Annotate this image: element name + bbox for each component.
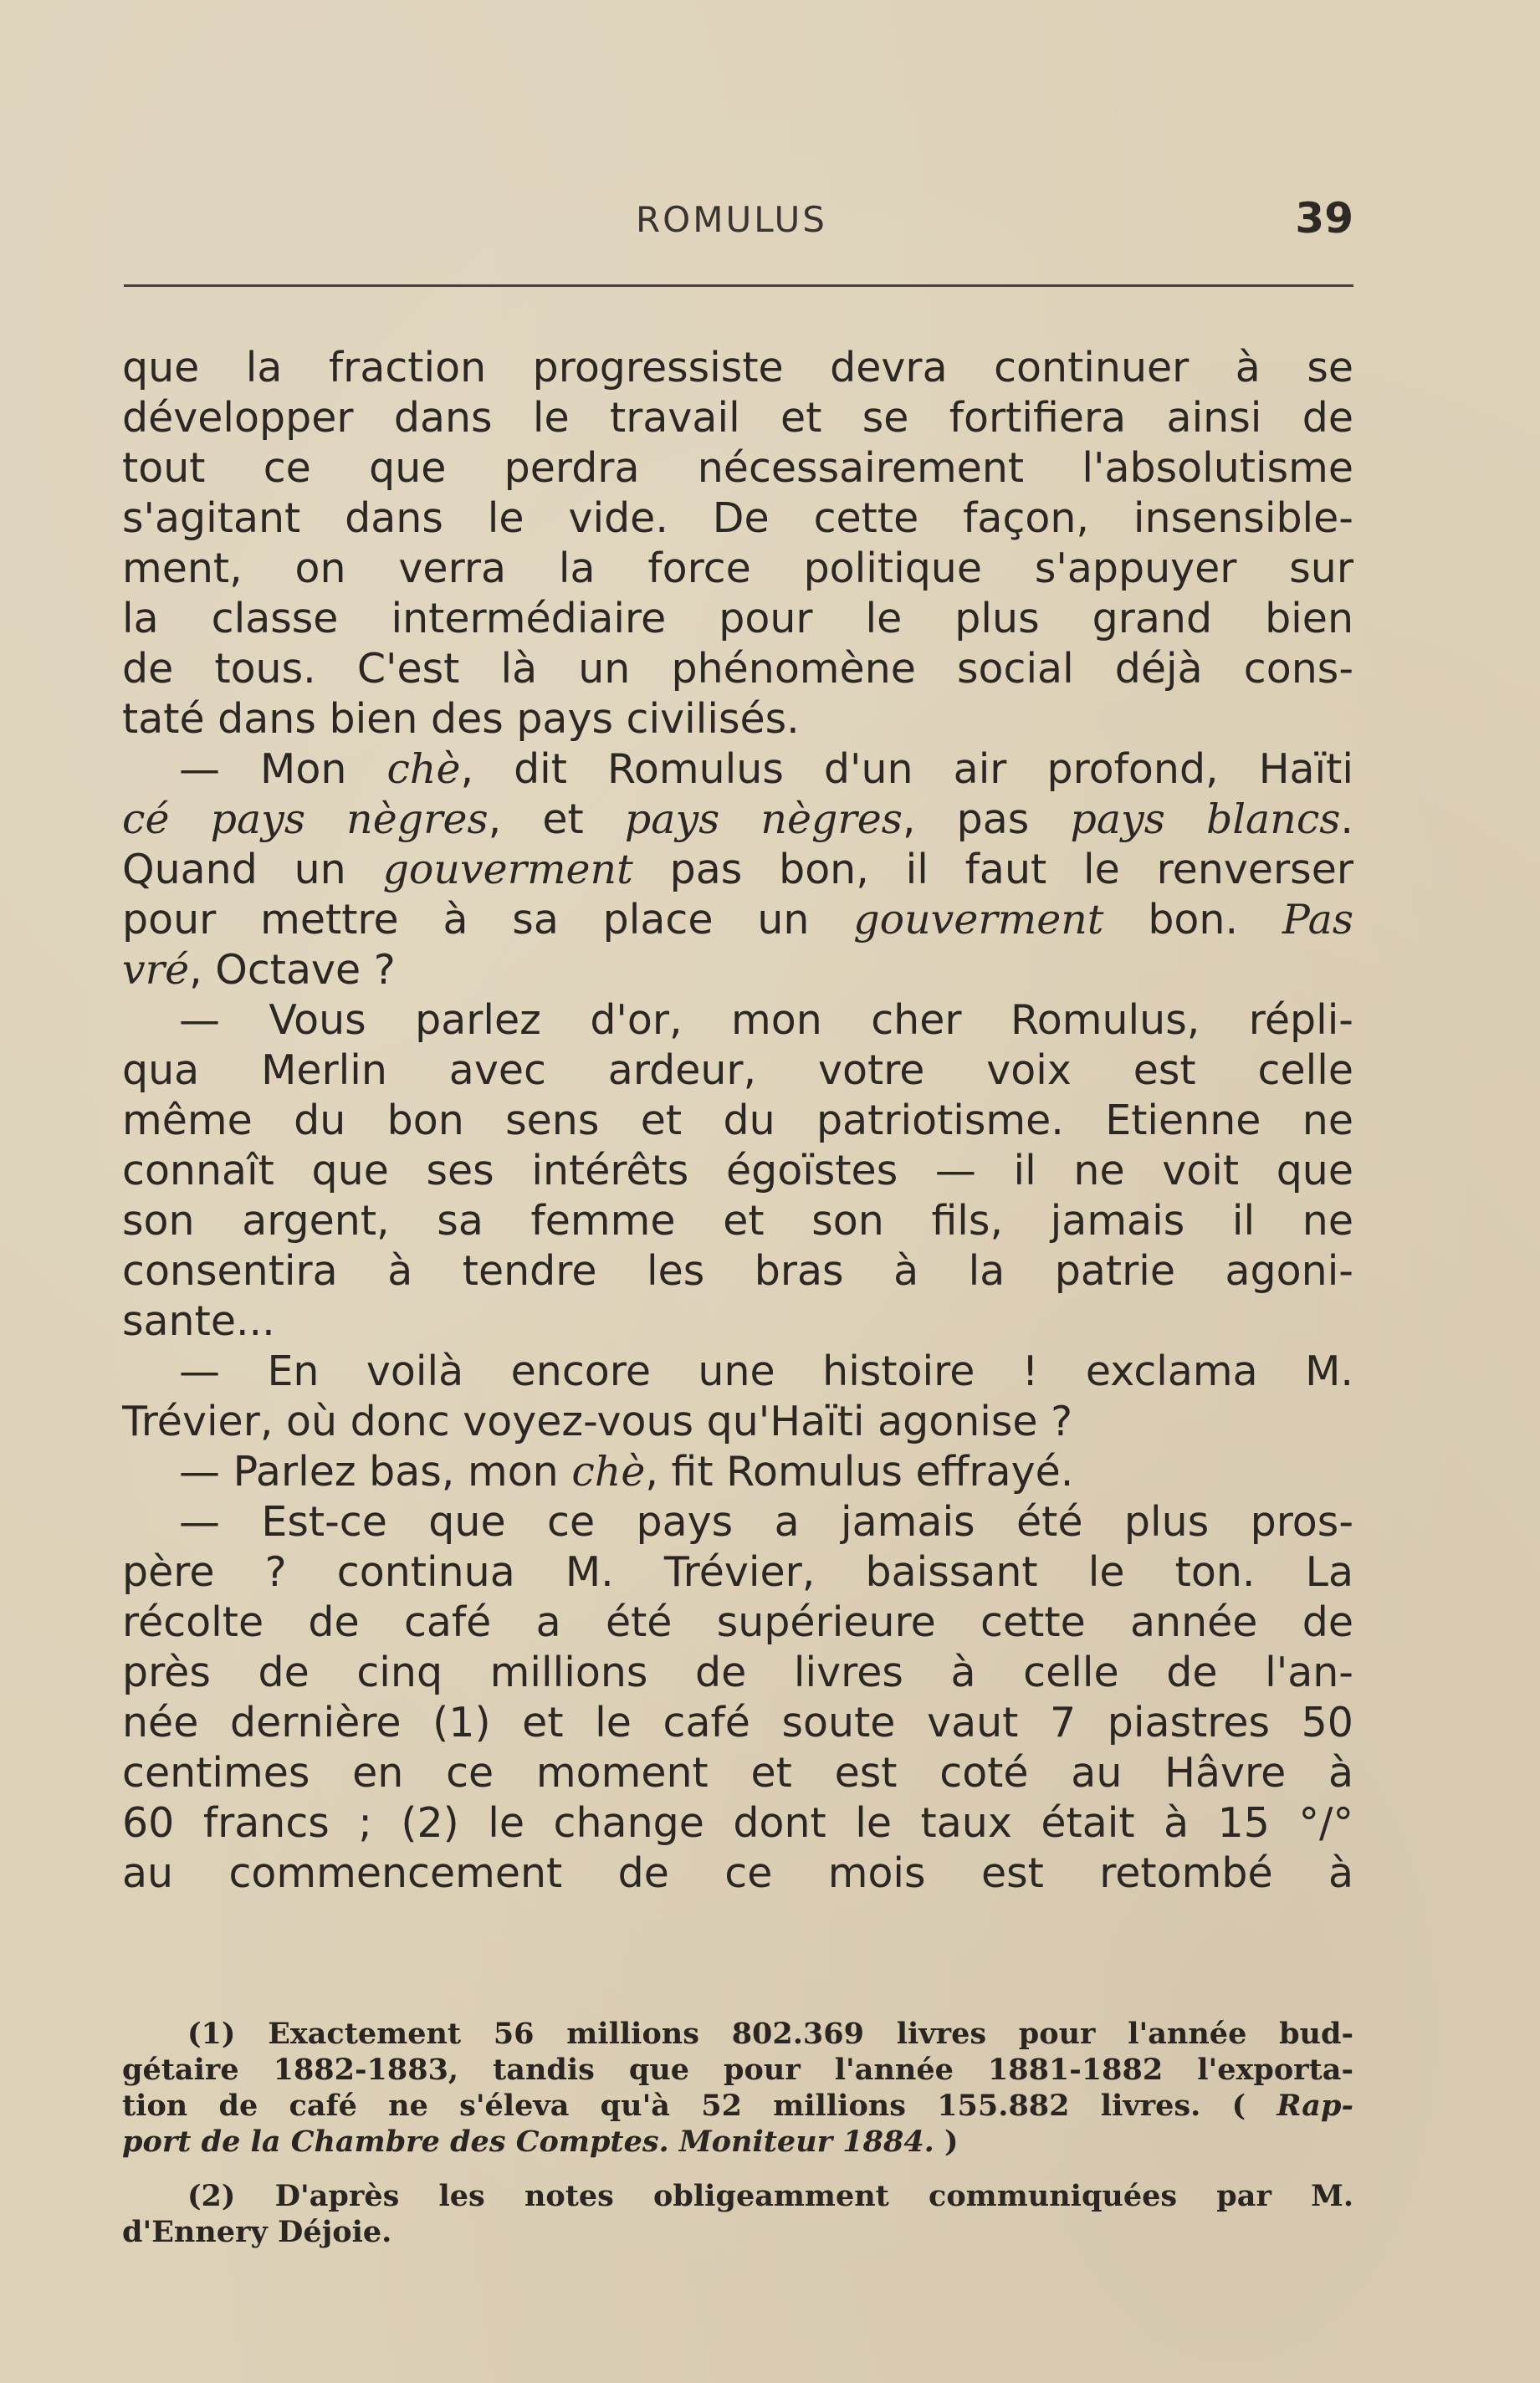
italic-text: pays nègres — [624, 795, 903, 843]
body-line — [122, 1798, 1353, 1849]
italic-text: vré — [122, 946, 190, 994]
body-line — [122, 594, 1353, 644]
text-segment: 60 francs ; (2) le change dont le taux était à 15 °/° — [122, 1799, 1353, 1847]
body-line — [122, 1296, 1353, 1347]
footnote-line — [122, 2088, 1353, 2124]
italic-text: port de la Chambre des Comptes. Moniteur 1884. — [122, 2125, 934, 2159]
text-segment: — Vous parlez d'or, mon cher Romulus, répli- — [179, 996, 1353, 1044]
page-number: 39 — [1295, 194, 1353, 243]
text-segment: , fit Romulus effrayé. — [645, 1448, 1074, 1496]
footnote-1 — [122, 2016, 1353, 2160]
italic-text: pays blancs — [1070, 795, 1341, 843]
body-line — [122, 1748, 1353, 1798]
body-line — [122, 1246, 1353, 1296]
text-segment: au commencement de ce mois est retombé à — [122, 1849, 1353, 1897]
text-segment: père ? continua M. Trévier, baissant le ton. La — [122, 1548, 1353, 1596]
body-line — [122, 1849, 1353, 1899]
text-segment: née dernière (1) et le café soute vaut 7 piastres 50 — [122, 1699, 1353, 1746]
text-segment: ) — [934, 2125, 959, 2159]
footnote-gap — [122, 2160, 1353, 2178]
text-segment: qua Merlin avec ardeur, votre voix est celle — [122, 1046, 1353, 1094]
body-line — [122, 1397, 1353, 1447]
text-segment: pas bon, il faut le renverser — [632, 846, 1353, 893]
text-segment: consentira à tendre les bras à la patrie agoni- — [122, 1247, 1353, 1295]
body-line — [122, 995, 1353, 1046]
text-segment: centimes en ce moment et est coté au Hâvre à — [122, 1749, 1353, 1797]
footnote-line — [122, 2178, 1353, 2214]
footnote-line — [122, 2016, 1353, 2052]
text-segment: bon. — [1103, 896, 1282, 943]
body-line — [122, 845, 1353, 895]
body-line — [122, 1447, 1353, 1497]
text-segment: — Parlez bas, mon — [179, 1448, 572, 1496]
text-segment: tion de café ne s'éleva qu'à 52 millions 155.882 livres. ( — [122, 2089, 1277, 2123]
body-line — [122, 544, 1353, 594]
footnote-line — [122, 2124, 1353, 2160]
text-segment: gétaire 1882-1883, tandis que pour l'année 1881-1882 l'exporta- — [122, 2053, 1353, 2087]
text-segment: , et — [488, 795, 625, 843]
body-line — [122, 694, 1353, 744]
italic-text: Pas — [1282, 896, 1353, 943]
text-segment: développer dans le travail et se fortifiera ainsi de — [122, 394, 1353, 442]
text-segment: même du bon sens et du patriotisme. Etienne ne — [122, 1097, 1353, 1144]
body-line — [122, 644, 1353, 694]
text-segment: (1) Exactement 56 millions 802.369 livres pour l'année bud- — [187, 2017, 1353, 2051]
header-rule — [124, 284, 1353, 287]
body-line — [122, 1497, 1353, 1547]
running-head — [124, 194, 1353, 249]
text-segment: s'agitant dans le vide. De cette façon, insensible- — [122, 494, 1353, 542]
footnote-2 — [122, 2178, 1353, 2250]
text-segment: (2) D'après les notes obligeamment communiquées par M. — [187, 2179, 1353, 2213]
text-segment: Quand un — [122, 846, 383, 893]
italic-text: chè — [571, 1448, 646, 1496]
text-segment: , pas — [902, 795, 1071, 843]
text-segment: que la fraction progressiste devra continuer à se — [122, 344, 1353, 391]
running-title: ROMULUS — [636, 199, 827, 240]
body-line — [122, 945, 1353, 995]
body-text — [122, 343, 1353, 1899]
text-segment: Trévier, où donc voyez-vous qu'Haïti agonise ? — [122, 1398, 1073, 1445]
body-line — [122, 1096, 1353, 1146]
text-segment: pour mettre à sa place un — [122, 896, 854, 943]
body-line — [122, 1196, 1353, 1246]
text-segment: récolte de café a été supérieure cette année de — [122, 1598, 1353, 1646]
footnotes — [122, 2016, 1353, 2250]
body-line — [122, 1146, 1353, 1196]
text-segment: près de cinq millions de livres à celle de l'an- — [122, 1649, 1353, 1696]
italic-text: Rap- — [1277, 2089, 1353, 2123]
italic-text: cé pays nègres — [122, 795, 489, 843]
body-line — [122, 1648, 1353, 1698]
body-line — [122, 1698, 1353, 1748]
body-line — [122, 493, 1353, 544]
text-segment: sante... — [122, 1297, 275, 1345]
text-segment: son argent, sa femme et son fils, jamais il ne — [122, 1197, 1353, 1245]
italic-text: gouverment — [853, 896, 1104, 943]
text-segment: la classe intermédiaire pour le plus grand bien — [122, 595, 1353, 642]
text-segment: — En voilà encore une histoire ! exclama M. — [179, 1347, 1353, 1395]
text-segment: ment, on verra la force politique s'appuyer sur — [122, 545, 1353, 592]
text-segment: — Est-ce que ce pays a jamais été plus pros- — [179, 1498, 1353, 1546]
text-segment: connaît que ses intérêts égoïstes — il ne voit que — [122, 1147, 1353, 1194]
text-segment: taté dans bien des pays civilisés. — [122, 695, 800, 743]
body-line — [122, 795, 1353, 845]
italic-text: gouverment — [382, 846, 633, 893]
text-segment: tout ce que perdra nécessairement l'absolutisme — [122, 444, 1353, 492]
body-line — [122, 1347, 1353, 1397]
body-line — [122, 1598, 1353, 1648]
body-line — [122, 393, 1353, 443]
italic-text: chè — [386, 745, 461, 793]
body-line — [122, 895, 1353, 945]
body-line — [122, 1547, 1353, 1598]
text-segment: de tous. C'est là un phénomène social déjà cons- — [122, 645, 1353, 693]
body-line — [122, 443, 1353, 493]
body-line — [122, 744, 1353, 795]
text-segment: , dit Romulus d'un air profond, Haïti — [460, 745, 1353, 793]
body-line — [122, 343, 1353, 393]
footnote-line — [122, 2214, 1353, 2250]
body-line — [122, 1046, 1353, 1096]
text-segment: . — [1340, 795, 1353, 843]
text-segment: , Octave ? — [189, 946, 396, 994]
text-segment: d'Ennery Déjoie. — [122, 2215, 392, 2249]
footnote-line — [122, 2052, 1353, 2088]
text-segment: — Mon — [179, 745, 387, 793]
